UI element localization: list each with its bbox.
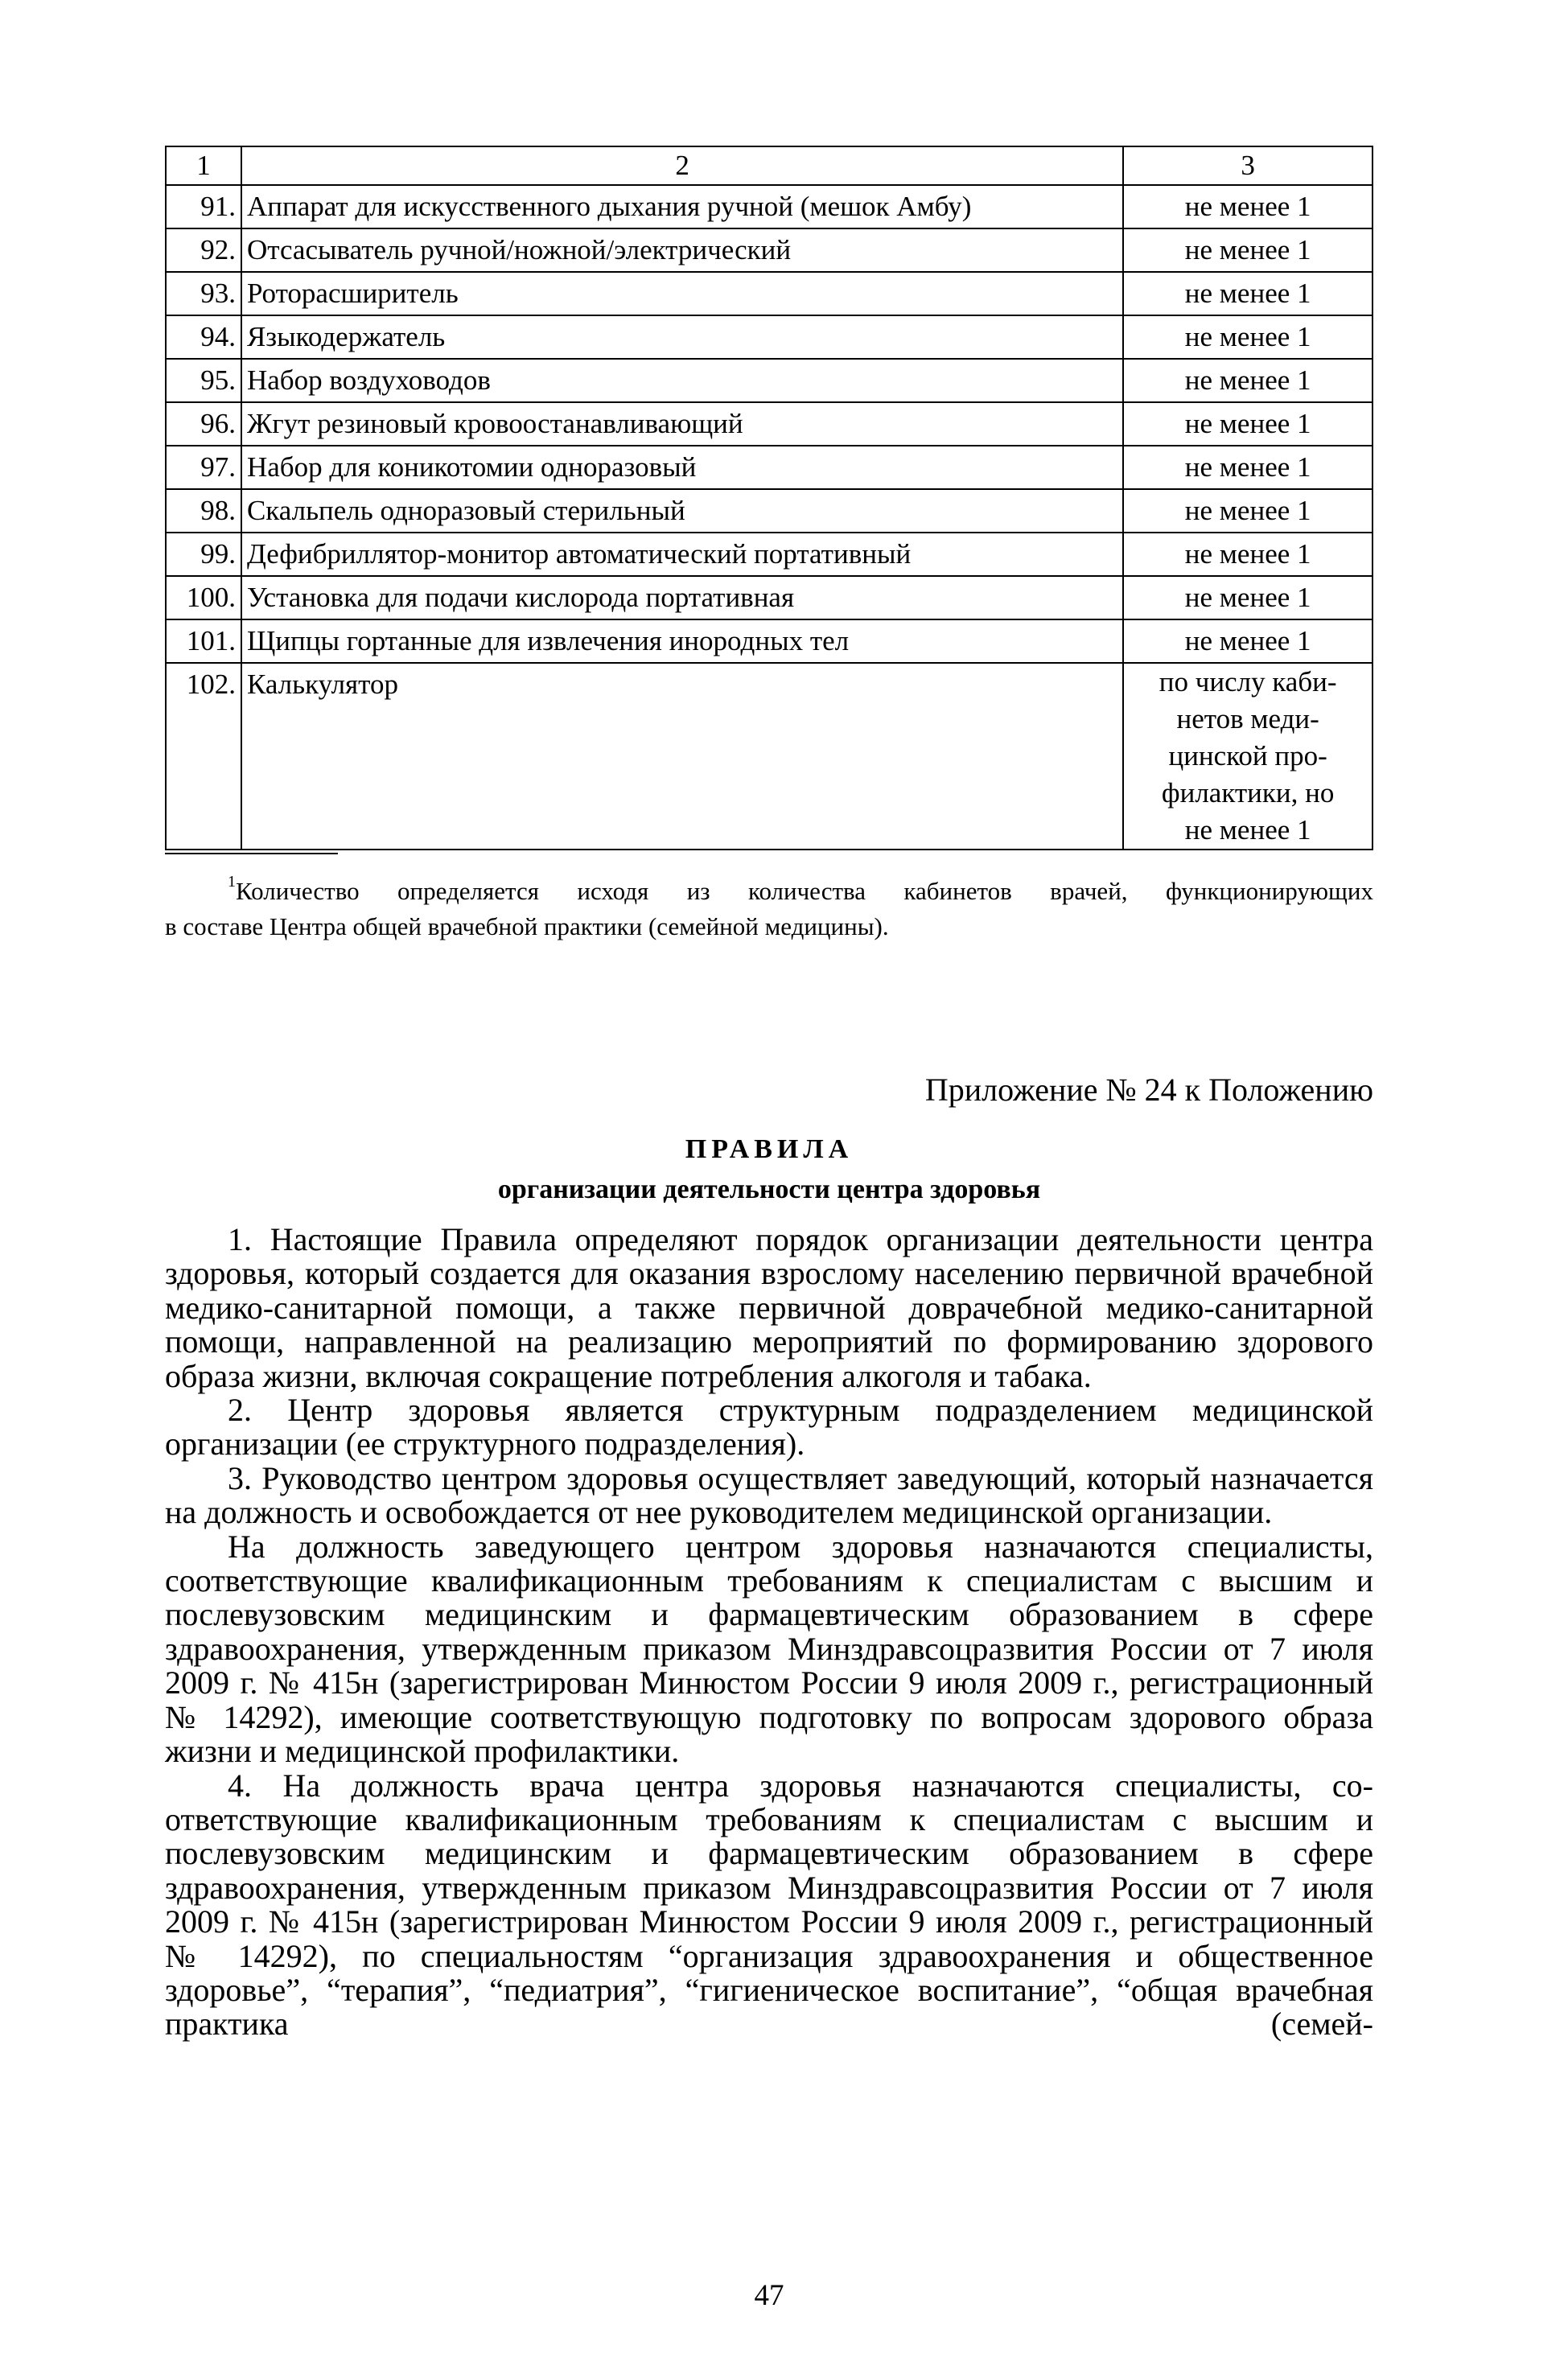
footnote-separator <box>165 853 338 854</box>
quantity-line: филактики, но <box>1161 777 1335 808</box>
table-row <box>166 315 1373 359</box>
item-quantity: не менее 1 <box>1123 228 1373 272</box>
table-row <box>166 619 1373 663</box>
quantity-line: по числу каби- <box>1159 666 1337 697</box>
table-row <box>166 576 1373 619</box>
footnote-text: Количество определяется исходя из количества кабинетов врачей, функционирующих <box>236 877 1373 905</box>
item-name: Языкодержатель <box>241 315 1123 359</box>
row-number: 98. <box>166 489 241 533</box>
item-quantity: не менее 1 <box>1123 446 1373 489</box>
row-number: 94. <box>166 315 241 359</box>
item-quantity: не менее 1 <box>1123 619 1373 663</box>
item-quantity: не менее 1 <box>1123 359 1373 402</box>
item-name: Установка для подачи кислорода портативная <box>241 576 1123 619</box>
page-number: 47 <box>754 2279 784 2312</box>
item-quantity: не менее 1 <box>1123 533 1373 576</box>
appendix-label: Приложение № 24 к Положению <box>924 1072 1373 1108</box>
table-row <box>166 663 1373 850</box>
item-name: Набор воздуховодов <box>241 359 1123 402</box>
item-name: Аппарат для искусственного дыхания ручной (мешок Амбу) <box>241 185 1123 228</box>
column-header-quantity: 3 <box>1123 146 1373 185</box>
document-subtitle: организации деятельности центра здоровья <box>497 1175 1041 1204</box>
paragraph: 1. Настоящие Правила определяют порядок организации деятельности центра здоровья, который создается для оказания взрослому населению первичной врачебной медико-санитарной помощи, а также первичной доврачебной медико-санитарной помощи, направленной на реализацию мероприятий по формированию здорового образа жизни, включая сокращение потребления алкоголя и табака. <box>165 1221 1373 1394</box>
paragraph: 4. На должность врача центра здоровья назначаются специалисты, соответствующие квалификационным требованиям к специалистам с высшим и послевузовским медицинским и фармацевтическим образованием в сфере здравоохранения, утвержденным приказом Минздравсоцразвития России от 7 июля 2009 г. № 415н (зарегистрирован Минюстом России 9 июля 2009 г., регистрационный № 14292), по специальностям “организация здравоохранения и общественное здоровье”, “терапия”, “педиатрия”, “гигиеническое воспитание”, “общая врачебная практика (семей- <box>165 1767 1373 2043</box>
footnote-line <box>165 874 1373 909</box>
item-quantity: не менее 1 <box>1123 489 1373 533</box>
item-name: Скальпель одноразовый стерильный <box>241 489 1123 533</box>
table-row <box>166 359 1373 402</box>
table-row <box>166 272 1373 315</box>
table-row <box>166 228 1373 272</box>
document-title: ПРАВИЛА <box>685 1134 854 1164</box>
row-number: 97. <box>166 446 241 489</box>
row-number: 101. <box>166 619 241 663</box>
paragraph: 3. Руководство центром здоровья осуществляет заведующий, который назначается на должность и освобождается от нее руководителем медицинской организации. <box>165 1459 1373 1531</box>
item-quantity: не менее 1 <box>1123 272 1373 315</box>
item-name: Калькулятор <box>241 663 1123 850</box>
quantity-line: не менее 1 <box>1184 814 1311 846</box>
column-header-name: 2 <box>241 146 1123 185</box>
row-number: 92. <box>166 228 241 272</box>
quantity-line: нетов меди- <box>1176 703 1319 734</box>
table-header-row <box>166 146 1373 185</box>
item-name: Щипцы гортанные для извлечения инородных тел <box>241 619 1123 663</box>
row-number: 96. <box>166 402 241 446</box>
table-row <box>166 533 1373 576</box>
equipment-table <box>165 146 1373 850</box>
item-name: Жгут резиновый кровоостанавливающий <box>241 402 1123 446</box>
quantity-line: цинской про- <box>1168 740 1327 771</box>
table-row <box>166 489 1373 533</box>
item-name: Набор для коникотомии одноразовый <box>241 446 1123 489</box>
column-header-number: 1 <box>166 146 241 185</box>
row-number: 100. <box>166 576 241 619</box>
item-name: Отсасыватель ручной/ножной/электрический <box>241 228 1123 272</box>
item-name: Дефибриллятор-монитор автоматический портативный <box>241 533 1123 576</box>
paragraph: 2. Центр здоровья является структурным подразделением медицинской организации (ее структурного подразделения). <box>165 1392 1373 1463</box>
row-number: 91. <box>166 185 241 228</box>
item-quantity: не менее 1 <box>1123 185 1373 228</box>
table-row <box>166 185 1373 228</box>
row-number: 93. <box>166 272 241 315</box>
body-text <box>165 1223 1373 2042</box>
row-number: 95. <box>166 359 241 402</box>
table-row <box>166 402 1373 446</box>
paragraph: На должность заведующего центром здоровья назначаются специалисты, соответствующие квалификационным требованиям к специалистам с высшим и послевузовским медицинским и фармацевтическим образованием в сфере здравоохранения, утвержденным приказом Минздравсоцразвития России от 7 июля 2009 г. № 415н (зарегистрирован Минюстом России 9 июля 2009 г., регистрационный № 14292), имеющие соответствующую подготовку по вопросам здорового образа жизни и медицинской профилактики. <box>165 1528 1373 1770</box>
footnote-text: в составе Центра общей врачебной практики (семейной медицины). <box>165 912 889 940</box>
item-quantity <box>1123 663 1373 850</box>
row-number: 102. <box>166 663 241 850</box>
item-name: Роторасширитель <box>241 272 1123 315</box>
footnote-marker: 1 <box>228 873 236 891</box>
item-quantity: не менее 1 <box>1123 576 1373 619</box>
item-quantity: не менее 1 <box>1123 315 1373 359</box>
footnote <box>165 874 1373 944</box>
row-number: 99. <box>166 533 241 576</box>
table-row <box>166 446 1373 489</box>
item-quantity: не менее 1 <box>1123 402 1373 446</box>
